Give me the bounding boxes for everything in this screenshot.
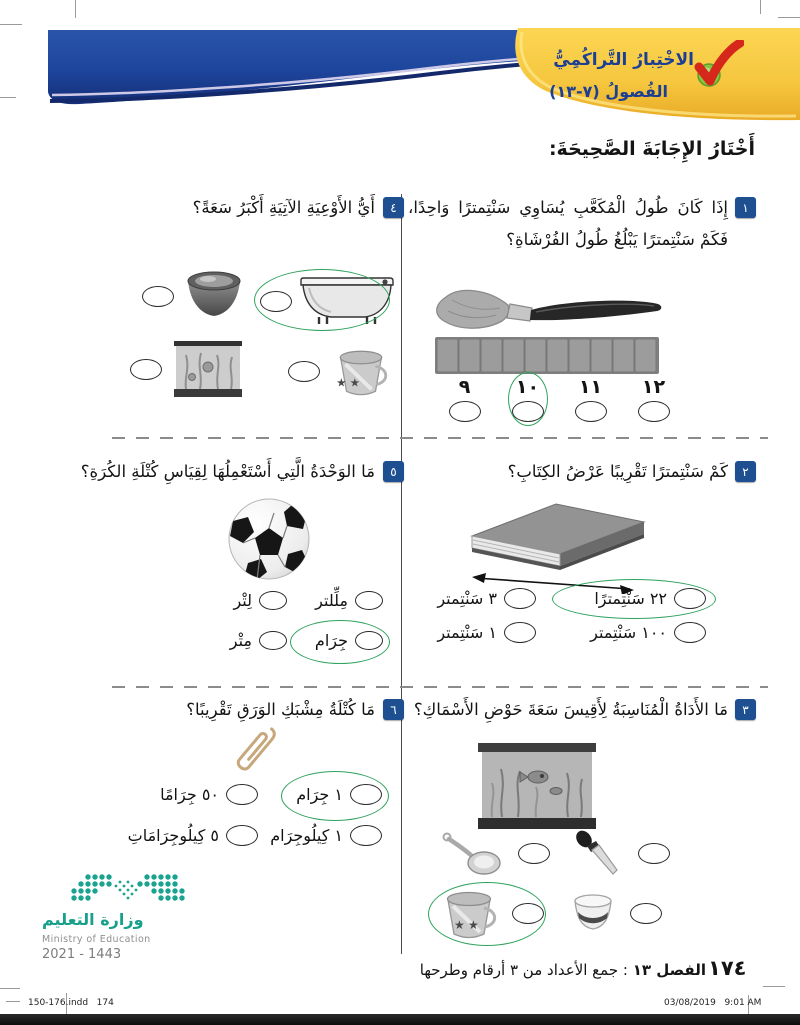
section-divider — [112, 686, 768, 688]
option-bucket-selected[interactable] — [440, 886, 570, 940]
question-1-options — [433, 376, 687, 422]
option-22cm-selected[interactable]: ٢٢ سَنْتِمترًا — [536, 588, 706, 609]
option-12[interactable]: ١٢ — [622, 376, 685, 422]
answer-bubble[interactable] — [630, 903, 662, 924]
dropper-icon — [570, 830, 622, 876]
svg-text:★: ★ — [468, 918, 479, 932]
question-6-text: مَا كُتْلَةُ مِشْبَكِ الوَرَقِ تَقْرِيبًا؟ — [186, 700, 375, 719]
answer-bubble[interactable] — [638, 401, 670, 422]
print-file-info: 150-176.indd 174 — [28, 998, 114, 1008]
question-4-number: ٤ — [383, 197, 404, 218]
bathtub-icon — [299, 276, 395, 326]
bucket-with-stars-icon — [440, 886, 498, 940]
option-water-tank[interactable] — [130, 341, 242, 397]
option-star-bucket[interactable] — [288, 344, 389, 398]
question-4-text: أَيُّ الأَوْعِيَةِ الآتِيَةِ أَكْبَرُ سَعَةً؟ — [192, 198, 375, 217]
answer-bubble[interactable] — [142, 286, 174, 307]
answer-bubble[interactable] — [504, 588, 536, 609]
metal-bowl-icon — [186, 271, 242, 321]
answer-bubble[interactable] — [259, 591, 287, 610]
question-1-text: إِذَا كَانَ طُولُ الْمُكَعَّبِ يُسَاوِي سَنْتِمترًا وَاحِدًا، فَكَمْ سَنْتِمترًا يَبْلُغُ طُولُ الفُرْشَاةِ؟ — [408, 198, 728, 249]
option-5-kilograms[interactable]: ٥ كِيلُوجِرَامَاتِ — [100, 825, 258, 846]
question-5-options — [205, 591, 383, 650]
answer-bubble[interactable] — [449, 401, 481, 422]
question-3-text: مَا الأَدَاةُ الْمُنَاسِبَةُ لِأَقِيسَ سَعَةَ حَوْضِ الأَسْمَاكِ؟ — [413, 700, 728, 719]
page-number: ١٧٤ — [708, 956, 747, 980]
answer-bubble[interactable] — [674, 588, 706, 609]
chapter-footer — [420, 961, 706, 979]
ministry-name-english: Ministry of Education — [42, 934, 151, 945]
question-5-text: مَا الوَحْدَةُ الَّتِي أَسْتَعْمِلُهَا لِقِيَاسِ كُتْلَةِ الكُرَةِ؟ — [80, 462, 375, 481]
instruction-text: أَخْتَارُ الإِجَابَةَ الصَّحِيحَةَ: — [548, 138, 755, 160]
badge-shape — [488, 28, 800, 124]
spoon-icon — [440, 831, 502, 875]
ministry-dots-icon — [68, 872, 188, 906]
option-dropper[interactable] — [570, 830, 696, 876]
answer-bubble[interactable] — [674, 622, 706, 643]
answer-bubble[interactable] — [512, 401, 544, 422]
option-3cm[interactable]: ٣ سَنْتِمتر — [430, 588, 536, 609]
answer-bubble[interactable] — [130, 359, 162, 380]
paintbrush-cubes-image — [432, 281, 664, 379]
option-bowl[interactable] — [142, 271, 242, 321]
bucket-with-stars-icon — [333, 344, 389, 398]
answer-bubble[interactable] — [355, 591, 383, 610]
ministry-name-arabic: وزارة التعليم — [42, 910, 144, 929]
chapter-label: الفصل ١٣ — [632, 961, 706, 979]
answer-bubble[interactable] — [226, 825, 258, 846]
ministry-years: 2021 - 1443 — [42, 947, 122, 962]
answer-bubble[interactable] — [518, 843, 550, 864]
book-image — [460, 492, 652, 594]
option-meter[interactable]: مِتْر — [205, 631, 287, 650]
answer-bubble[interactable] — [259, 631, 287, 650]
question-2-options — [430, 588, 706, 643]
answer-bubble[interactable] — [350, 784, 382, 805]
question-2-number: ٢ — [735, 461, 756, 482]
option-gram-selected[interactable]: جِرَام — [287, 631, 383, 650]
option-spoon[interactable] — [440, 830, 570, 876]
crop-mark — [6, 1001, 20, 1002]
answer-bubble[interactable] — [226, 784, 258, 805]
column-divider — [401, 194, 402, 954]
chapter-title: : جمع الأعداد من ٣ أرقام وطرحها — [419, 961, 628, 979]
answer-bubble[interactable] — [575, 401, 607, 422]
answer-bubble[interactable] — [638, 843, 670, 864]
option-1cm[interactable]: ١ سَنْتِمتر — [430, 622, 536, 643]
question-2-text: كَمْ سَنْتِمترًا تَقْرِيبًا عَرْضُ الكِتَابِ؟ — [507, 462, 728, 481]
soccer-ball-image — [227, 497, 311, 581]
water-tank-icon — [174, 341, 242, 397]
header-title-badge — [488, 28, 800, 124]
question-1-number: ١ — [735, 197, 756, 218]
option-10-selected[interactable]: ١٠ — [496, 376, 559, 422]
header-title-line1: الاخْتِبارُ التَّراكُمِيُّ — [553, 50, 694, 70]
option-small-cup[interactable] — [570, 886, 696, 940]
question-3-number: ٣ — [735, 699, 756, 720]
option-1-kilogram[interactable]: ١ كِيلُوجِرَام — [258, 825, 382, 846]
crop-mark — [0, 988, 20, 989]
option-50-grams[interactable]: ٥٠ جِرَامًا — [100, 784, 258, 805]
fish-tank-image — [478, 743, 596, 829]
svg-text:★: ★ — [454, 918, 465, 932]
answer-bubble[interactable] — [260, 291, 292, 312]
print-datetime: 03/08/2019 9:01 AM — [664, 998, 762, 1008]
option-liter[interactable]: لِتْر — [205, 591, 287, 610]
question-3-options — [440, 830, 696, 940]
checkmark-icon — [692, 40, 744, 90]
option-100cm[interactable]: ١٠٠ سَنْتِمتر — [536, 622, 706, 643]
option-bathtub-selected[interactable] — [260, 276, 395, 326]
crop-mark — [763, 986, 785, 987]
svg-text:★: ★ — [349, 375, 361, 390]
answer-bubble[interactable] — [350, 825, 382, 846]
option-11[interactable]: ١١ — [559, 376, 622, 422]
answer-bubble[interactable] — [288, 361, 320, 382]
question-5-number: ٥ — [383, 461, 404, 482]
option-1-gram-selected[interactable]: ١ جِرَام — [258, 784, 382, 805]
svg-text:★: ★ — [336, 375, 347, 390]
question-6-number: ٦ — [383, 699, 404, 720]
option-milliliter[interactable]: مِلِّلتر — [287, 591, 383, 610]
option-9[interactable]: ٩ — [433, 376, 496, 422]
small-cup-icon — [570, 892, 616, 934]
answer-bubble[interactable] — [504, 622, 536, 643]
scan-edge-bar — [0, 1014, 800, 1025]
answer-bubble[interactable] — [512, 903, 544, 924]
section-divider — [112, 437, 768, 439]
header-title-line2: الفُصولُ (٧-١٣) — [549, 82, 668, 101]
question-6-options — [100, 784, 382, 846]
answer-bubble[interactable] — [355, 631, 383, 650]
paper-clip-image — [222, 724, 300, 784]
